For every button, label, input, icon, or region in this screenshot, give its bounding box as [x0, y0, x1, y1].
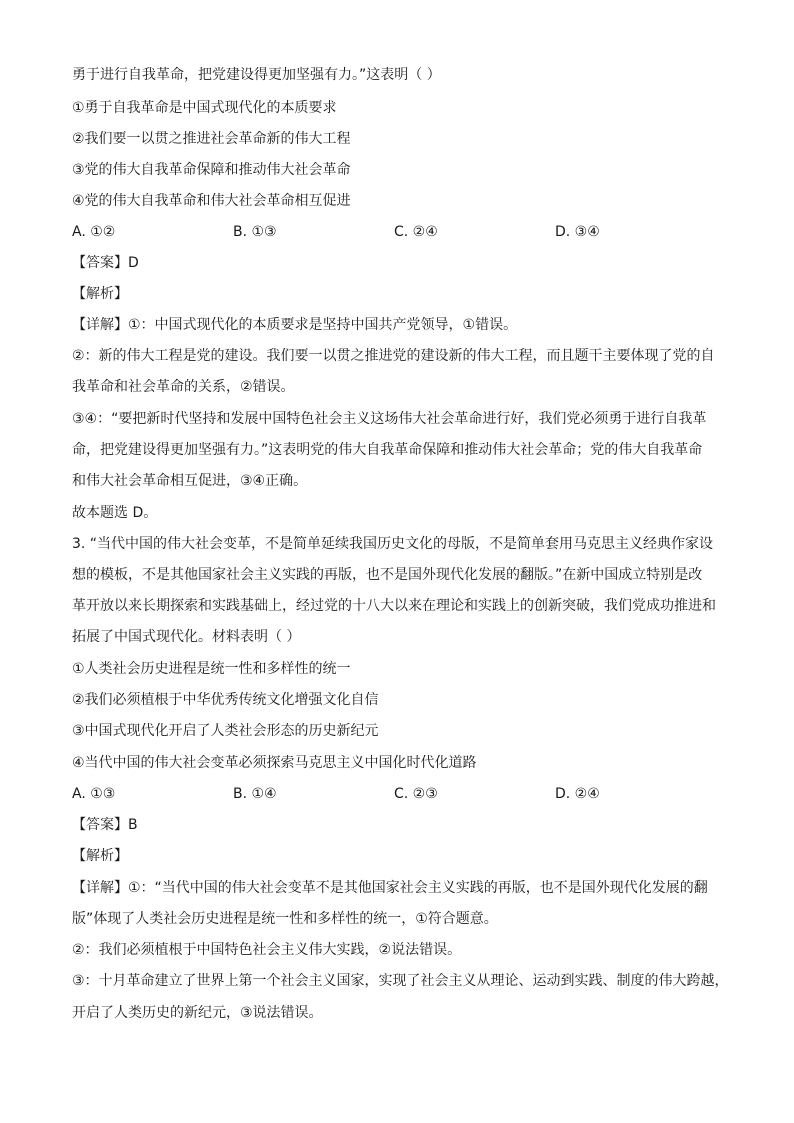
q3-stem-line-2: 想的模板，不是其他国家社会主义实践的再版，也不是国外现代化发展的翻版。”在新中国成立特别是改 [72, 567, 703, 583]
q2-statement-1: ①勇于自我革命是中国式现代化的本质要求 [72, 100, 337, 116]
q2-option-d: D. ③④ [555, 224, 600, 240]
q2-option-c: C. ②④ [394, 224, 438, 240]
q2-statement-3: ③党的伟大自我革命保障和推动伟大社会革命 [72, 162, 351, 178]
q2-analysis-line-3: 我革命和社会革命的关系，②错误。 [72, 379, 295, 395]
q2-analysis-line-4: ③④：“要把新时代坚持和发展中国特色社会主义这场伟大社会革命进行好，我们党必须勇于进行自我革 [72, 411, 707, 427]
q2-analysis-line-1: 【详解】①：中国式现代化的本质要求是坚持中国共产党领导，①错误。 [72, 317, 518, 333]
q3-analysis-line-2: 版”体现了人类社会历史进程是统一性和多样性的统一，①符合题意。 [72, 911, 498, 927]
q2-analysis-line-6: 和伟大社会革命相互促进，③④正确。 [72, 473, 308, 489]
q2-analysis-line-5: 命，把党建设得更加坚强有力。”这表明党的伟大自我革命保障和推动伟大社会革命；党的伟大自我革命 [72, 442, 703, 458]
q2-answer: 【答案】D [72, 255, 139, 271]
q2-analysis-line-2: ②：新的伟大工程是党的建设。我们要一以贯之推进党的建设新的伟大工程，而且题干主要体现了党的自 [72, 348, 715, 364]
q3-statement-1: ①人类社会历史进程是统一性和多样性的统一 [72, 661, 351, 677]
q2-analysis-label: 【解析】 [72, 286, 128, 302]
q2-option-b: B. ①③ [233, 224, 277, 240]
q3-analysis-line-5: 开启了人类历史的新纪元，③说法错误。 [72, 1005, 323, 1021]
q3-analysis-line-1: 【详解】①：“当代中国的伟大社会变革不是其他国家社会主义实践的再版，也不是国外现代化发展的翻 [72, 880, 708, 896]
q2-statement-2: ②我们要一以贯之推进社会革命新的伟大工程 [72, 131, 351, 147]
q3-option-d: D. ②④ [555, 786, 600, 802]
q2-options [72, 222, 732, 242]
q2-conclusion: 故本题选 D。 [72, 505, 158, 521]
q3-analysis-label: 【解析】 [72, 848, 128, 864]
q3-stem-line-3: 革开放以来长期探索和实践基础上，经过党的十八大以来在理论和实践上的创新突破，我们党成功推进和 [72, 598, 716, 614]
q3-statement-2: ②我们必须植根于中华优秀传统文化增强文化自信 [72, 692, 379, 708]
q3-analysis-line-3: ②：我们必须植根于中国特色社会主义伟大实践，②说法错误。 [72, 942, 462, 958]
q3-option-b: B. ①④ [233, 786, 277, 802]
q3-statement-3: ③中国式现代化开启了人类社会形态的历史新纪元 [72, 723, 379, 739]
q2-option-a: A. ①② [72, 224, 116, 240]
q3-answer: 【答案】B [72, 817, 138, 833]
q2-statement-4: ④党的伟大自我革命和伟大社会革命相互促进 [72, 193, 351, 209]
q2-stem-tail: 勇于进行自我革命，把党建设得更加坚强有力。”这表明（ ） [72, 67, 441, 83]
q3-options [72, 784, 732, 804]
q3-statement-4: ④当代中国的伟大社会变革必须探索马克思主义中国化时代化道路 [72, 755, 477, 771]
q3-analysis-line-4: ③：十月革命建立了世界上第一个社会主义国家，实现了社会主义从理论、运动到实践、制度的伟大跨越， [72, 973, 729, 989]
q3-option-c: C. ②③ [394, 786, 438, 802]
q3-stem-line-4: 拓展了中国式现代化。材料表明（ ） [72, 629, 301, 645]
q3-stem-line-1: 3. “当代中国的伟大社会变革，不是简单延续我国历史文化的母版，不是简单套用马克思主义经典作家设 [72, 536, 714, 552]
q3-option-a: A. ①③ [72, 786, 116, 802]
